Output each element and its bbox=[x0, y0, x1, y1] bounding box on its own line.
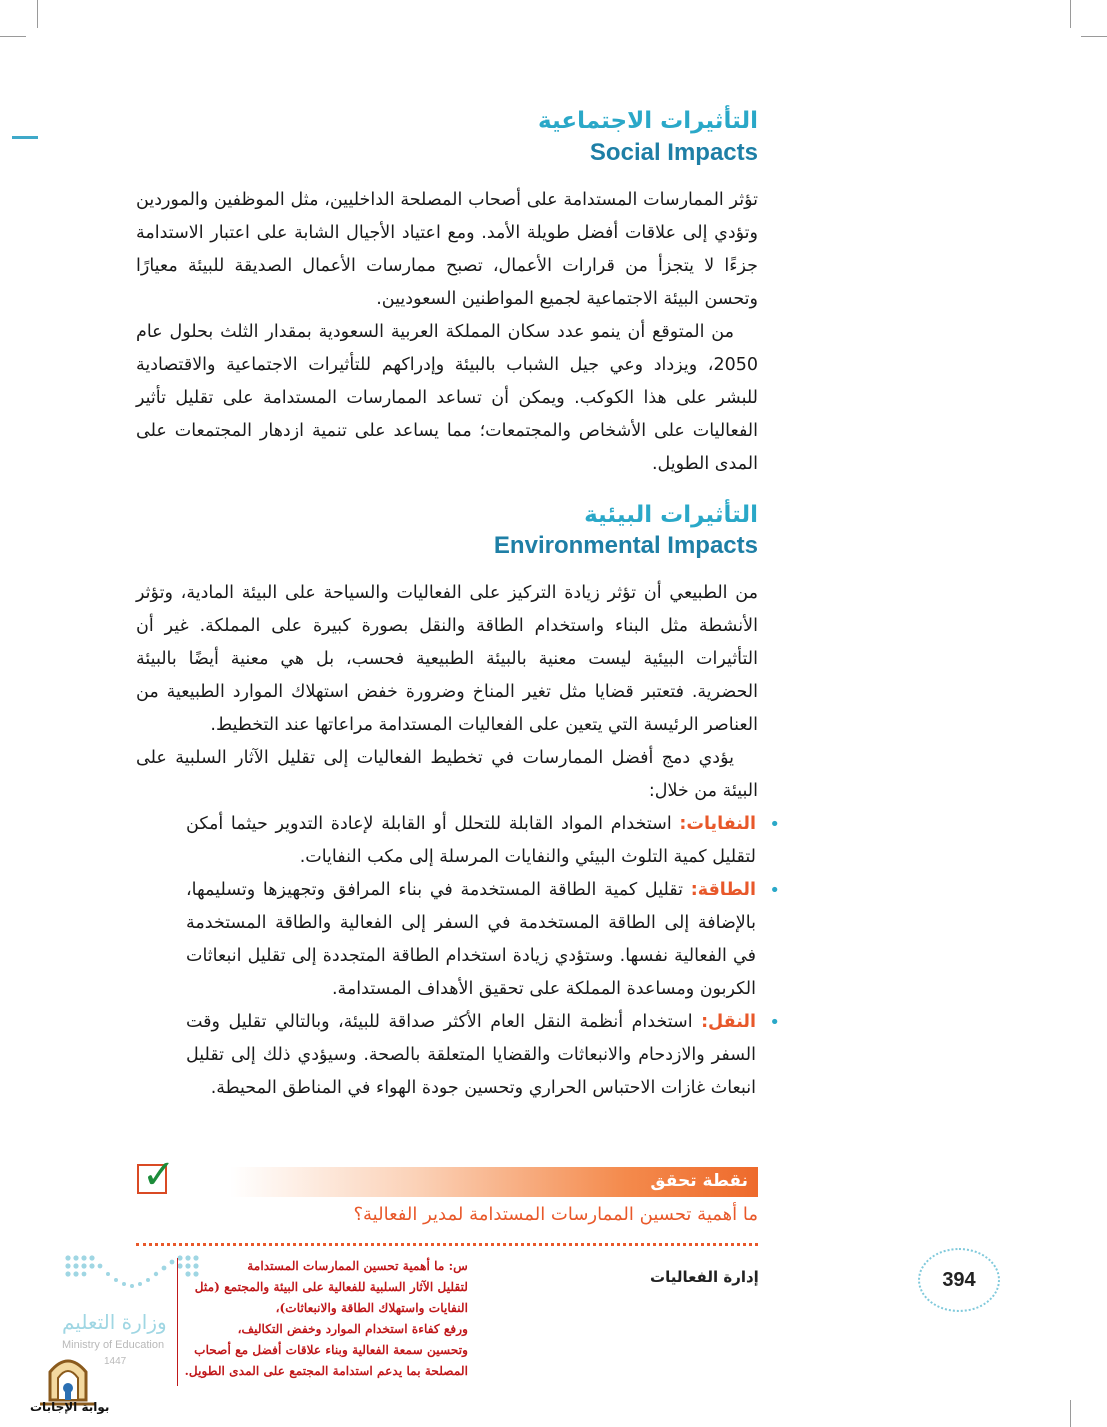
section-heading-ar: التأثيرات الاجتماعية bbox=[538, 108, 758, 134]
crop-mark bbox=[1070, 0, 1071, 28]
bullet-term: النفايات: bbox=[679, 814, 756, 834]
crop-mark bbox=[0, 36, 26, 37]
dotted-divider bbox=[136, 1243, 758, 1246]
page-number: 394 bbox=[942, 1268, 976, 1291]
crop-mark bbox=[37, 0, 38, 28]
checkpoint-question: ما أهمية تحسين الممارسات المستدامة لمدير الفعالية؟ bbox=[353, 1204, 758, 1225]
ministry-name-en: Ministry of Education bbox=[62, 1339, 165, 1351]
answer-line: ورفع كفاءة استخدام الموارد وخفض التكاليف، bbox=[237, 1322, 468, 1336]
checkpoint-label: نقطة تحقق bbox=[650, 1171, 748, 1191]
bullet-term: الطاقة: bbox=[690, 880, 756, 900]
paragraph: يؤدي دمج أفضل الممارسات في تخطيط الفعاليات إلى تقليل الآثار السلبية على البيئة من خلال: bbox=[136, 748, 758, 801]
answer-line: المصلحة بما يدعم استدامة المجتمع على المدى الطويل. bbox=[184, 1364, 468, 1378]
paragraph: تؤثر الممارسات المستدامة على أصحاب المصلحة الداخليين، مثل الموظفين والموردين وتؤدي إلى علاقات أفضل طويلة الأمد. ومع اعتياد الأجيال الشابة على اعتبار الاستدامة جزءًا لا يتجزأ من قرارات الأعمال، تصبح ممارسات الأعمال الصديقة للبيئة معيارًا وتحسن البيئة الاجتماعية لجميع المواطنين السعوديين. bbox=[136, 190, 758, 309]
side-accent-mark bbox=[12, 136, 38, 139]
footer-title: إدارة الفعاليات bbox=[650, 1268, 759, 1286]
checkmark-icon: ✓ bbox=[142, 1152, 176, 1198]
answer-box bbox=[180, 1256, 468, 1382]
bullet-text: استخدام المواد القابلة للتحلل أو القابلة لإعادة التدوير حيثما أمكن لتقليل كمية التلوث البيئي والنفايات المرسلة إلى مكب النفايات. bbox=[186, 814, 756, 867]
answer-bracket bbox=[177, 1258, 178, 1386]
answer-line: س: ما أهمية تحسين الممارسات المستدامة bbox=[247, 1259, 468, 1273]
section-body bbox=[136, 184, 758, 481]
list-item bbox=[186, 874, 758, 1006]
answer-line: وتحسين سمعة الفعالية وبناء علاقات أفضل مع أصحاب bbox=[194, 1343, 468, 1357]
list-item bbox=[186, 1006, 758, 1105]
watermark-text: بوابة الإجابات bbox=[30, 1400, 110, 1414]
bullet-text: تقليل كمية الطاقة المستخدمة في بناء المرافق وتجهيزها وتسليمها، بالإضافة إلى الطاقة المستخدمة في السفر إلى الفعالية والطاقة المستخدمة في الفعالية نفسها. وستؤدي زيادة استخدام الطاقة المتجددة إلى تقليل انبعاثات الكربون ومساعدة المملكة على تحقيق الأهداف المستدامة. bbox=[186, 880, 756, 999]
ministry-name-ar: وزارة التعليم bbox=[62, 1310, 167, 1334]
bullet-list bbox=[186, 808, 758, 1105]
crop-mark bbox=[1070, 1400, 1071, 1427]
paragraph: من المتوقع أن ينمو عدد سكان المملكة العربية السعودية بمقدار الثلث بحلول عام 2050، ويزداد وعي جيل الشباب بالبيئة وإدراكهم للتأثيرات الاجتماعية والاقتصادية للبشر على هذا الكوكب. ويمكن أن تساعد الممارسات المستدامة على تقليل تأثير الفعاليات على الأشخاص والمجتمعات؛ مما يساعد على تنمية ازدهار المجتمعات على المدى الطويل. bbox=[136, 322, 758, 474]
section-heading-en: Environmental Impacts bbox=[493, 532, 758, 559]
bullet-term: النقل: bbox=[701, 1012, 756, 1032]
crop-mark bbox=[1081, 36, 1107, 37]
answer-line: لتقليل الآثار السلبية للفعالية على البيئة والمجتمع (مثل bbox=[194, 1280, 468, 1294]
bullet-text: استخدام أنظمة النقل العام الأكثر صداقة للبيئة، وبالتالي تقليل وقت السفر والازدحام والانبعاثات والقضايا المتعلقة بالصحة. وسيؤدي ذلك إلى تقليل انبعاث غازات الاحتباس الحراري وتحسين جودة الهواء في المناطق المحيطة. bbox=[186, 1012, 756, 1098]
answer-line: النفايات واستهلاك الطاقة والانبعاثات)، bbox=[275, 1301, 468, 1315]
section-heading-en: Social Impacts bbox=[589, 139, 758, 166]
page-number-badge bbox=[918, 1248, 1000, 1312]
section-body bbox=[136, 577, 758, 1105]
section-heading-ar: التأثيرات البيئية bbox=[584, 502, 758, 528]
checkpoint-banner bbox=[230, 1167, 758, 1197]
paragraph: من الطبيعي أن تؤثر زيادة التركيز على الفعاليات والسياحة على البيئة المادية، وتؤثر الأنشطة مثل البناء واستخدام الطاقة والنقل بصورة كبيرة على المملكة. غير أن التأثيرات البيئية ليست معنية بالبيئة الطبيعية فحسب، بل هي معنية أيضًا بالبيئة الحضرية. فتعتبر قضايا مثل تغير المناخ وضرورة خفض استهلاك الموارد الطبيعية من العناصر الرئيسة التي يتعين على الفعاليات المستدامة مراعاتها عند التخطيط. bbox=[136, 583, 758, 735]
list-item bbox=[186, 808, 758, 874]
ministry-year: 1447 bbox=[104, 1356, 127, 1367]
